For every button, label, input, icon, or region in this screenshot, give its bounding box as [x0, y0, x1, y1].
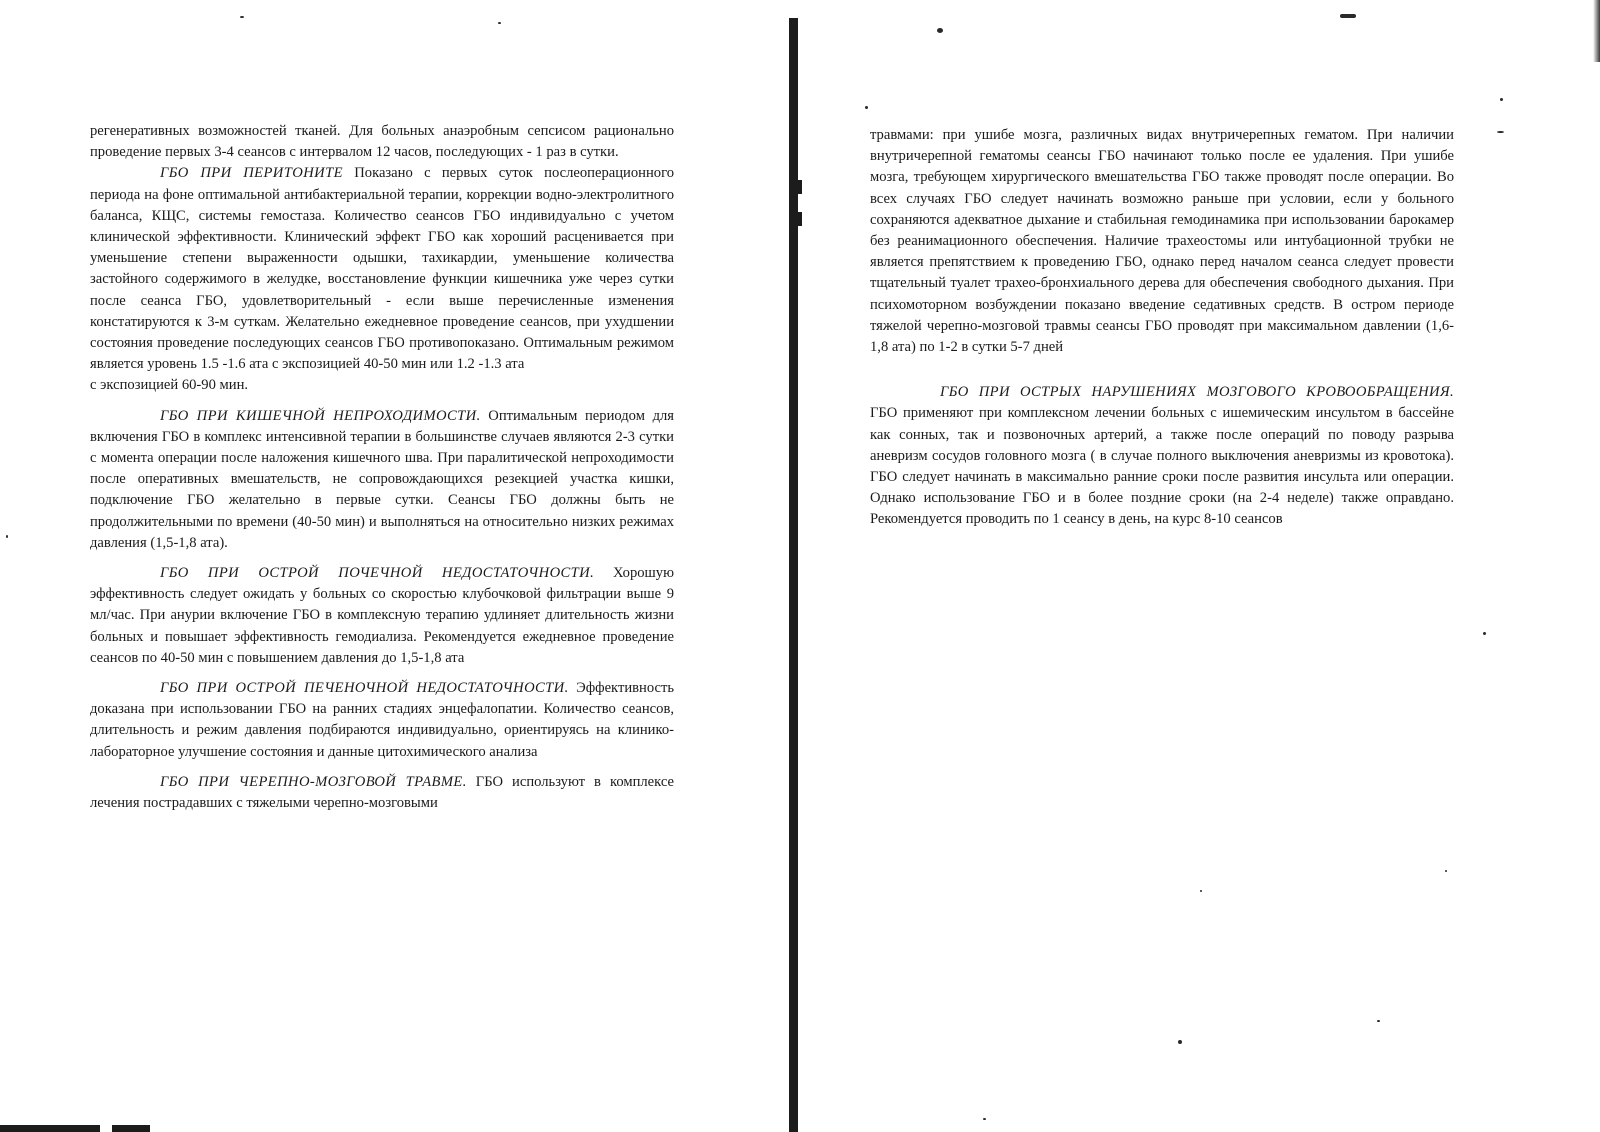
scan-speck	[1340, 14, 1356, 18]
scan-speck	[1483, 632, 1486, 635]
section-peritonitis	[90, 163, 674, 375]
scan-right-edge-shadow	[1593, 0, 1600, 62]
scan-speck	[1377, 1020, 1380, 1022]
section-heading: ГБО ПРИ ЧЕРЕПНО-МОЗГОВОЙ ТРАВМЕ.	[160, 773, 467, 790]
scan-speck	[983, 1118, 986, 1120]
section-text: Эффективность доказана при использовании ГБО на ранних стадиях энцефалопатии. Количество сеансов, длительность и режим давления подбираются индивидуально, ориентируясь на клинико-лабораторное улучшение состояния и данные цитохимического анализа	[90, 680, 675, 760]
section-heading: ГБО ПРИ ОСТРОЙ ПЕЧЕНОЧНОЙ НЕДОСТАТОЧНОСТИ.	[160, 680, 569, 697]
left-text-column	[90, 121, 674, 814]
scan-gutter-mark	[797, 180, 802, 194]
paragraph-text: регенеративных возможностей тканей. Для больных анаэробным сепсисом рационально проведение первых 3-4 сеансов с интервалом 12 часов, последующих - 1 раз в сутки.	[90, 123, 674, 161]
section-heading: ГБО ПРИ ОСТРОЙ ПОЧЕЧНОЙ НЕДОСТАТОЧНОСТИ.	[160, 565, 595, 582]
scan-speck	[6, 535, 8, 538]
paragraph	[90, 375, 674, 396]
scan-speck	[1497, 131, 1504, 133]
paragraph-text: травмами: при ушибе мозга, различных видах внутричерепных гематом. При наличии внутричерепной гематомы сеансы ГБО начинают только после ее удаления. При ушибе мозга, требующем хирургического вмешательства ГБО также проводят после операции. Во всех случаях ГБО следует начинать возможно раньше при условии, если у больного сохраняются адекватное дыхание и стабильная гемодинамика при использовании барокамер без реанимационного обеспечения. Наличие трахеостомы или интубационной трубки не является препятствием к проведению ГБО, однако перед началом сеанса следует провести тщательный туалет трахео-бронхиального дерева для обеспечения свободного дыхания. При психомоторном возбуждении показано введение седативных средств. В остром периоде тяжелой черепно-мозговой травмы сеансы ГБО проводят при максимальном давлении (1,6-1,8 ата) по 1-2 в сутки 5-7 дней	[870, 127, 1454, 356]
scan-speck	[240, 16, 244, 18]
scan-speck	[865, 106, 868, 109]
paragraph	[870, 125, 1454, 358]
section-text: ГБО используют в комплексе лечения пострадавших с тяжелыми черепно-мозговыми	[90, 773, 675, 812]
scan-speck	[1500, 98, 1503, 101]
scan-bottom-edge-shadow	[0, 1125, 150, 1132]
section-stroke	[870, 382, 1454, 530]
section-text: Оптимальным периодом для включения ГБО в комплекс интенсивной терапии в большинстве случаев являются 2-3 сутки с момента операции после наложения кишечного шва. При паралитической непроходимости после оперативных вмешательств, не сопровождающихся резекцией участка кишки, подключение ГБО желательно в первые сутки. Сеансы ГБО должны быть не продолжительными по времени (40-50 мин) и выполняться на относительно низких режимах давления (1,5-1,8 ата).	[90, 407, 674, 551]
section-renal-failure	[90, 563, 674, 669]
section-heading: ГБО ПРИ ОСТРЫХ НАРУШЕНИЯХ МОЗГОВОГО КРОВООБРАЩЕНИЯ.	[940, 384, 1454, 401]
scan-speck	[1178, 1040, 1182, 1044]
section-text: Показано с первых суток послеоперационного периода на фоне оптимальной антибактериальной терапии, коррекции водно-электролитного баланса, КЩС, системы гемостаза. Количество сеансов ГБО индивидуально с учетом клинической эффективности. Клинический эффект ГБО как хороший расценивается при уменьшение степени выраженности одышки, тахикардии, уменьшение количества застойного содержимого в желудке, восстановление функции кишечника уже через сутки после сеанса ГБО, удовлетворительный - если выше перечисленные изменения констатируются к 3-м суткам. Желательно ежедневное проведение сеансов, при ухудшении состояния проведение последующих сеансов ГБО противопоказано. Оптимальным режимом является уровень 1.5 -1.6 ата с экспозицией 40-50 мин или 1.2 -1.3 ата	[90, 165, 674, 373]
section-brain-trauma	[90, 772, 674, 814]
paragraph-text: с экспозицией 60-90 мин.	[90, 377, 249, 394]
scan-speck	[1445, 870, 1447, 872]
scan-gutter-mark	[797, 212, 802, 226]
right-text-column	[870, 125, 1454, 531]
section-text: Хорошую эффективность следует ожидать у больных со скоростью клубочковой фильтрации выше 9 мл/час. При анурии включение ГБО в комплексную терапию удлиняет длительность жизни больных и повышает эффективность гемодиализа. Рекомендуется ежедневное проведение сеансов по 40-50 мин с повышением давления до 1,5-1,8 ата	[90, 565, 674, 666]
section-heading: ГБО ПРИ КИШЕЧНОЙ НЕПРОХОДИМОСТИ.	[160, 407, 481, 424]
paragraph	[90, 121, 674, 163]
scan-speck	[1200, 890, 1202, 892]
section-heading: ГБО ПРИ ПЕРИТОНИТЕ	[160, 165, 343, 182]
section-hepatic-failure	[90, 678, 674, 763]
scan-speck	[937, 28, 943, 33]
section-text: ГБО применяют при комплексном лечении больных с ишемическим инсультом в бассейне как сонных, так и позвоночных артерий, а также после операций по поводу разрыва аневризм сосудов головного мозга ( в случае полного выключения аневризмы из кровотока). ГБО следует начинать в максимально ранние сроки после развития инсульта или операции. Однако использование ГБО и в более поздние сроки (на 2-4 неделе) также оправдано. Рекомендуется проводить по 1 сеансу в день, на курс 8-10 сеансов	[870, 405, 1454, 528]
section-intestinal-obstruction	[90, 406, 674, 554]
scan-speck	[498, 22, 501, 24]
